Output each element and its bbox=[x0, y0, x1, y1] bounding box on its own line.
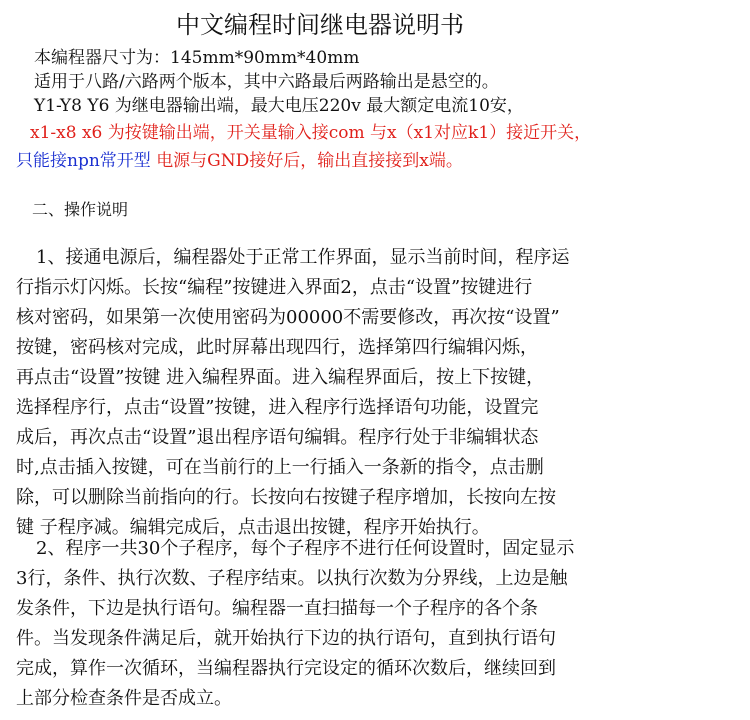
paragraph-line: 行指示灯闪烁。长按“编程”按键进入界面2，点击“设置”按键进行 bbox=[16, 277, 533, 298]
spec-line-npn bbox=[16, 149, 463, 173]
paragraph-line: 除，可以删除当前指向的行。长按向右按键子程序增加，长按向左按 bbox=[16, 487, 556, 508]
paragraph-line: 成后，再次点击“设置”退出程序语句编辑。程序行处于非编辑状态 bbox=[16, 427, 539, 448]
paragraph-2 bbox=[16, 534, 744, 714]
paragraph-line: 时,点击插入按键，可在当前行的上一行插入一条新的指令，点击删 bbox=[16, 457, 544, 478]
paragraph-line: 3行，条件、执行次数、子程序结束。以执行次数为分界线，上边是触 bbox=[16, 568, 568, 589]
paragraph-line: 选择程序行，点击“设置”按键，进入程序行选择语句功能，设置完 bbox=[16, 397, 539, 418]
power-note: 电源与GND接好后，输出直接接到x端。 bbox=[156, 151, 463, 171]
document-title: 中文编程时间继电器说明书 bbox=[176, 11, 464, 39]
paragraph-line: 件。当发现条件满足后，就开始执行下边的执行语句，直到执行语句 bbox=[16, 628, 556, 649]
paragraph-line: 再点击“设置”按键 进入编程界面。进入编程界面后，按上下按键， bbox=[16, 367, 545, 388]
paragraph-1 bbox=[16, 243, 744, 543]
section-heading: 二、操作说明 bbox=[32, 200, 129, 219]
npn-note: 只能接npn常开型 bbox=[16, 151, 151, 171]
paragraph-line: 发条件，下边是执行语句。编程器一直扫描每一个子程序的各个条 bbox=[16, 598, 538, 619]
paragraph-line: 完成，算作一次循环，当编程器执行完设定的循环次数后，继续回到 bbox=[16, 658, 556, 679]
paragraph-line: 核对密码，如果第一次使用密码为00000不需要修改，再次按“设置” bbox=[16, 307, 560, 328]
spec-line-versions: 适用于八路/六路两个版本，其中六路最后两路输出是悬空的。 bbox=[34, 72, 499, 92]
paragraph-line: 按键，密码核对完成，此时屏幕出现四行，选择第四行编辑闪烁， bbox=[16, 337, 538, 358]
spec-line-size: 本编程器尺寸为：145mm*90mm*40mm bbox=[34, 48, 360, 68]
paragraph-line: 2、程序一共30个子程序，每个子程序不进行任何设置时，固定显示 bbox=[36, 538, 575, 559]
paragraph-line: 上部分检查条件是否成立。 bbox=[16, 688, 232, 709]
paragraph-line: 1、接通电源后，编程器处于正常工作界面，显示当前时间，程序运 bbox=[36, 247, 570, 268]
spec-line-key-input: x1-x8 x6 为按键输出端，开关量输入接com 与x（x1对应k1）接近开关， bbox=[30, 123, 592, 143]
paragraph-line: 键 子程序减。编辑完成后，点击退出按键，程序开始执行。 bbox=[16, 517, 490, 538]
spec-line-relay-output: Y1-Y8 Y6 为继电器输出端，最大电压220v 最大额定电流10安， bbox=[34, 96, 524, 116]
